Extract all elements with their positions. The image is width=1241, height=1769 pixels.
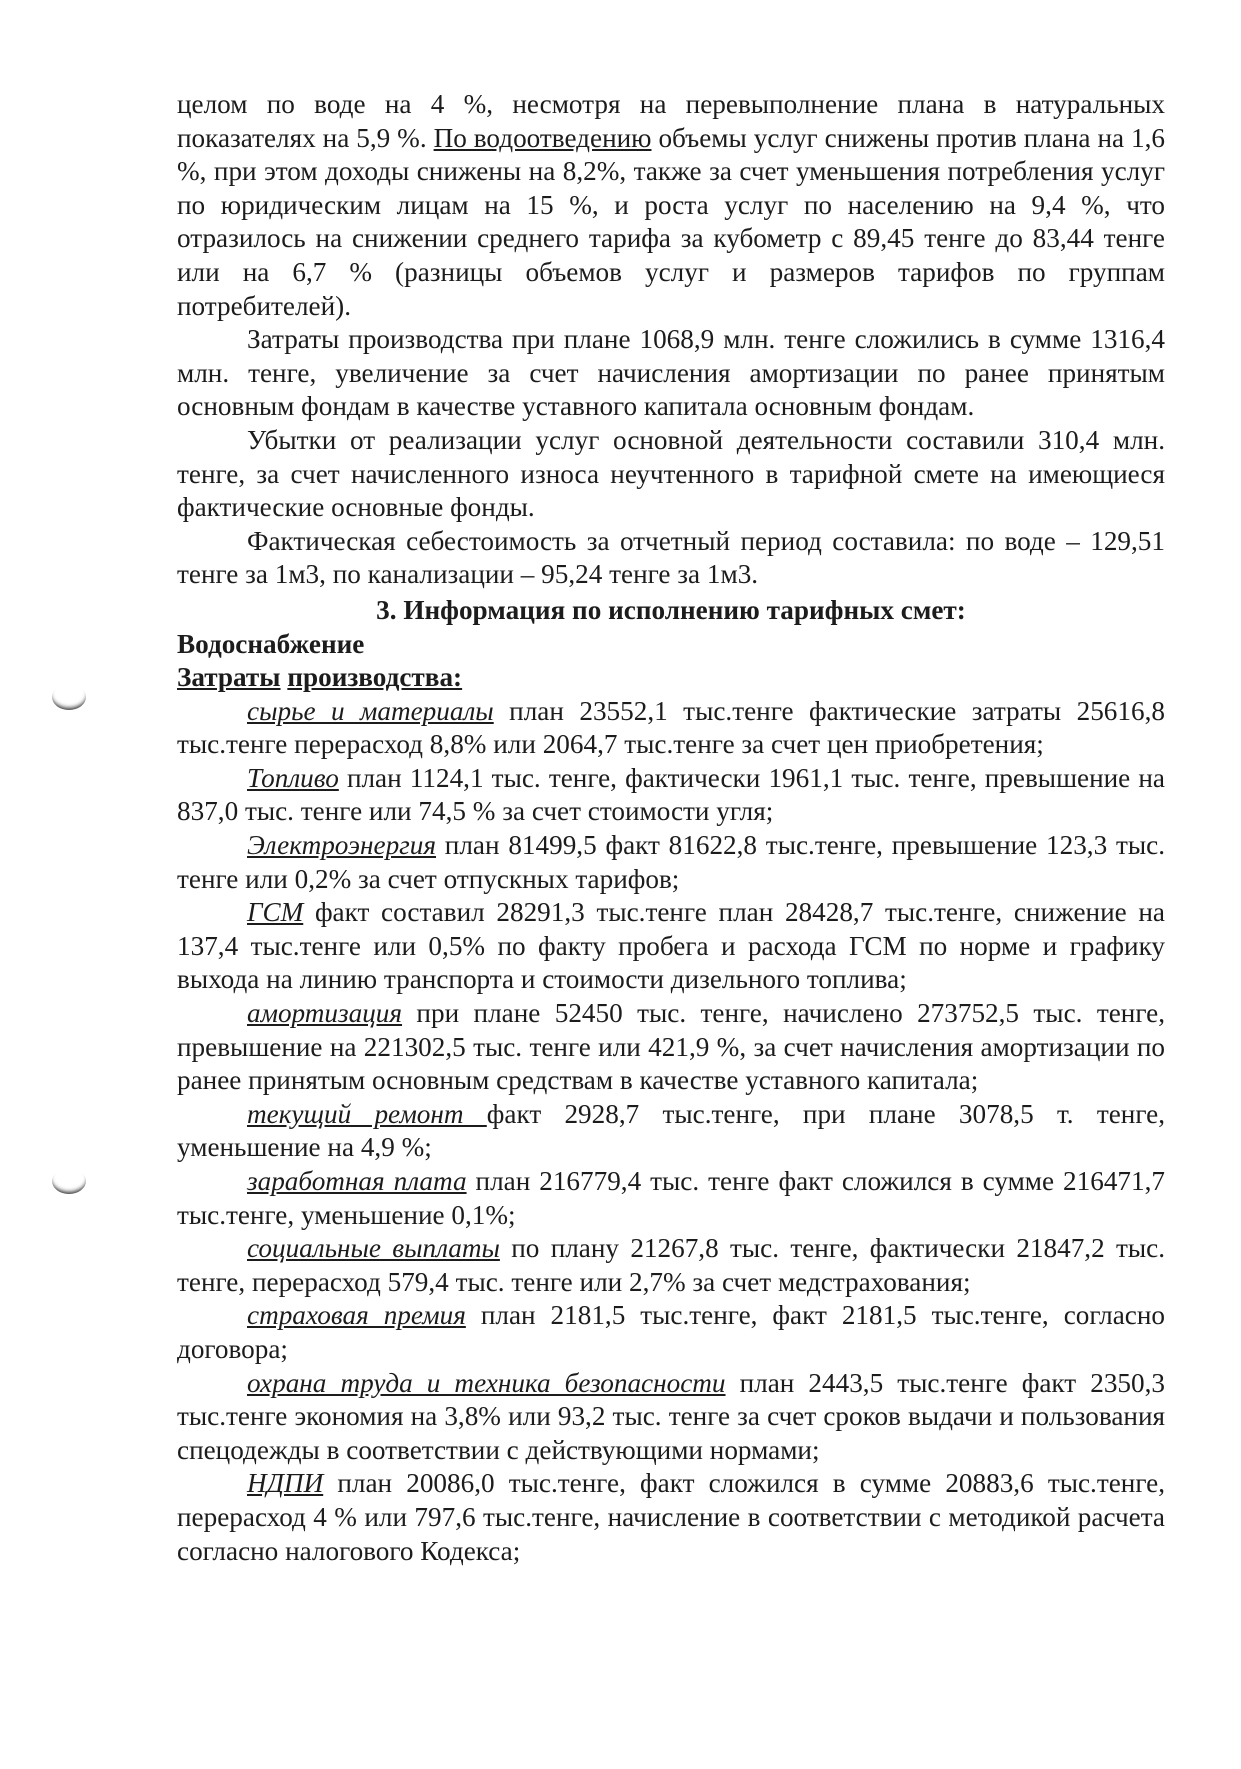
paragraph-text: целом по воде на 4 %, несмотря на перевыполнение плана в натуральных показателях на 5,9 %. bbox=[177, 89, 1165, 153]
cost-item bbox=[177, 1299, 1165, 1366]
cost-item-text: план 20086,0 тыс.тенге, факт сложился в сумме 20883,6 тыс.тенге, перерасход 4 % или 797,6 тыс.тенге, начисление в соответствии с методикой расчета согласно налогового Кодекса; bbox=[177, 1468, 1165, 1566]
cost-item bbox=[177, 896, 1165, 997]
cost-item-text: план 2443,5 тыс.тенге факт 2350,3 тыс.тенге экономия на 3,8% или 93,2 тыс. тенге за счет сроков выдачи и пользования спецодежды в соответствии с действующими нормами; bbox=[177, 1367, 1165, 1465]
section-heading: 3. Информация по исполнению тарифных смет: bbox=[376, 594, 966, 625]
cost-item bbox=[177, 1232, 1165, 1299]
cost-item-label: сырье и материалы bbox=[247, 695, 494, 726]
cost-item-label: амортизация bbox=[247, 998, 403, 1029]
cost-item bbox=[177, 1098, 1165, 1165]
cost-item bbox=[177, 762, 1165, 829]
cost-item-label: социальные выплаты bbox=[247, 1233, 500, 1264]
cost-item-label: Топливо bbox=[247, 762, 339, 793]
cost-item-label: охрана труда и техника безопасности bbox=[247, 1367, 726, 1398]
cost-item-text: план 1124,1 тыс. тенге, фактически 1961,1 тыс. тенге, превышение на 837,0 тыс. тенге или 74,5 % за счет стоимости угля; bbox=[177, 762, 1165, 827]
cost-item-text: факт 2928,7 тыс.тенге, при плане 3078,5 т. тенге, уменьшение на 4,9 %; bbox=[177, 1098, 1165, 1163]
cost-item-text: при плане 52450 тыс. тенге, начислено 273752,5 тыс. тенге, превышение на 221302,5 тыс. тенге или 421,9 %, за счет начисления амортизации по ранее принятым основным средствам в качестве уставного капитала; bbox=[177, 998, 1165, 1096]
binder-hole-mark bbox=[52, 1168, 86, 1194]
cost-item-label: ГСМ bbox=[247, 897, 304, 928]
cost-item bbox=[177, 997, 1165, 1098]
cost-item-label: НДПИ bbox=[247, 1468, 324, 1499]
subheading-production-costs bbox=[177, 661, 1165, 695]
cost-item-text: план 2181,5 тыс.тенге, факт 2181,5 тыс.тенге, согласно договора; bbox=[177, 1300, 1165, 1364]
cost-item-text: по плану 21267,8 тыс. тенге, фактически 21847,2 тыс. тенге, перерасход 579,4 тыс. тенге или 2,7% за счет медстрахования; bbox=[177, 1233, 1165, 1297]
cost-item bbox=[177, 1467, 1165, 1568]
subheading-water-supply: Водоснабжение bbox=[177, 628, 365, 659]
cost-item-label: заработная плата bbox=[247, 1166, 467, 1196]
paragraph-water-services bbox=[177, 88, 1165, 323]
cost-item-label: Электроэнергия bbox=[247, 830, 437, 861]
cost-item-text: план 216779,4 тыс. тенге факт сложился в сумме 216471,7 тыс.тенге, уменьшение 0,1%; bbox=[177, 1166, 1165, 1230]
cost-item-label: страховая премия bbox=[247, 1300, 466, 1331]
cost-item-label: текущий ремонт bbox=[247, 1098, 487, 1129]
paragraph-losses: Убытки от реализации услуг основной деятельности составили 310,4 млн. тенге, за счет начисленного износа неучтенного в тарифной смете на имеющиеся фактические основные фонды. bbox=[177, 424, 1165, 523]
cost-item bbox=[177, 829, 1165, 896]
subheading-word: Затраты bbox=[177, 662, 281, 693]
cost-items-list bbox=[177, 695, 1165, 1568]
cost-item bbox=[177, 1165, 1165, 1232]
cost-item bbox=[177, 695, 1165, 762]
paragraph-actual-cost: Фактическая себестоимость за отчетный период составила: по воде – 129,51 тенге за 1м3, по канализации – 95,24 тенге за 1м3. bbox=[177, 525, 1165, 590]
document-page bbox=[177, 88, 1165, 1568]
binder-hole-mark bbox=[52, 684, 86, 710]
underlined-term-sewerage: По водоотведению bbox=[433, 122, 652, 153]
cost-item-text: план 81499,5 факт 81622,8 тыс.тенге, превышение 123,3 тыс. тенге или 0,2% за счет отпускных тарифов; bbox=[177, 830, 1165, 894]
paragraph-text: объемы услуг снижены против плана на 1,6 %, при этом доходы снижены на 8,2%, также за счет уменьшения потребления услуг по юридическим лицам на 15 %, и роста услуг по населению на 9,4 %, что отразилось на снижении среднего тарифа за кубометр с 89,45 тенге до 83,44 тенге или на 6,7 % (разницы объемов услуг и размеров тарифов по группам потребителей). bbox=[177, 122, 1165, 321]
subheading-word: производства: bbox=[287, 662, 463, 693]
paragraph-production-costs: Затраты производства при плане 1068,9 млн. тенге сложились в сумме 1316,4 млн. тенге, увеличение за счет начисления амортизации по ранее принятым основным фондам в качестве уставного капитала основным фондам. bbox=[177, 324, 1165, 422]
cost-item-text: план 23552,1 тыс.тенге фактические затраты 25616,8 тыс.тенге перерасход 8,8% или 2064,7 тыс.тенге за счет цен приобретения; bbox=[177, 695, 1165, 760]
cost-item-text: факт составил 28291,3 тыс.тенге план 28428,7 тыс.тенге, снижение на 137,4 тыс.тенге или 0,5% по факту пробега и расхода ГСМ по норме и графику выхода на линию транспорта и стоимости дизельного топлива; bbox=[177, 897, 1165, 995]
cost-item bbox=[177, 1367, 1165, 1468]
